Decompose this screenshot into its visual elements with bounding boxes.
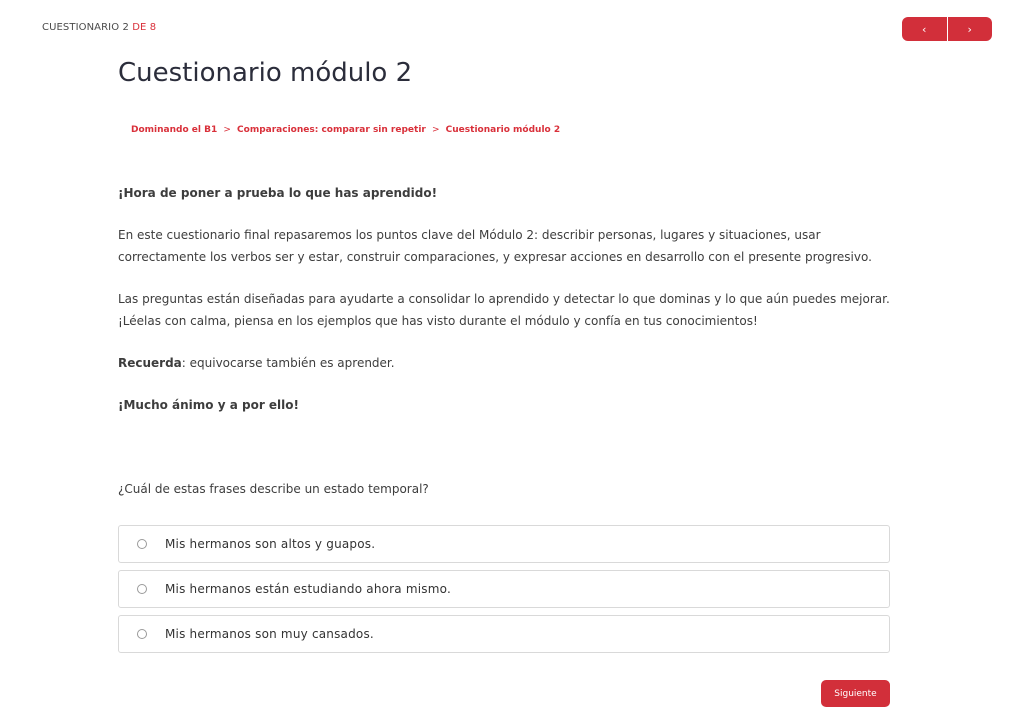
previous-button[interactable] xyxy=(902,17,947,41)
quiz-description xyxy=(118,182,898,436)
answer-option-label: Mis hermanos son altos y guapos. xyxy=(165,537,376,551)
breadcrumb-item-course[interactable]: Dominando el B1 xyxy=(131,125,218,135)
reminder-paragraph xyxy=(118,352,898,374)
quiz-nav-group xyxy=(902,17,992,41)
answer-option-2[interactable] xyxy=(118,570,890,608)
answer-options xyxy=(118,525,890,660)
radio-button-icon[interactable] xyxy=(137,584,147,594)
reminder-label: Recuerda xyxy=(118,356,182,370)
radio-button-icon[interactable] xyxy=(137,629,147,639)
breadcrumb xyxy=(131,125,560,135)
quiz-counter xyxy=(42,22,156,33)
closing-text: ¡Mucho ánimo y a por ello! xyxy=(118,398,300,412)
answer-option-1[interactable] xyxy=(118,525,890,563)
chevron-left-icon: ‹ xyxy=(922,22,927,36)
next-nav-button[interactable] xyxy=(947,17,993,41)
radio-button-icon[interactable] xyxy=(137,539,147,549)
breadcrumb-separator: > xyxy=(431,125,440,135)
question-text: ¿Cuál de estas frases describe un estado temporal? xyxy=(118,482,429,496)
reminder-text: : equivocarse también es aprender. xyxy=(181,356,395,370)
siguiente-button[interactable]: Siguiente xyxy=(821,680,890,707)
answer-option-label: Mis hermanos son muy cansados. xyxy=(165,627,374,641)
counter-label: CUESTIONARIO 2 xyxy=(42,22,129,33)
breadcrumb-item-current[interactable]: Cuestionario módulo 2 xyxy=(445,125,561,135)
breadcrumb-separator: > xyxy=(223,125,231,135)
answer-option-3[interactable] xyxy=(118,615,890,653)
description-paragraph-1: En este cuestionario final repasaremos los puntos clave del Módulo 2: describir personas, lugares y situaciones, usar correctamente los verbos ser y estar, construir comparaciones, y expresar acciones en desarrollo con el presente progresivo. xyxy=(118,228,872,264)
description-paragraph-2: Las preguntas están diseñadas para ayudarte a consolidar lo aprendido y detectar lo que dominas y lo que aún puedes mejorar. ¡Léelas con calma, piensa en los ejemplos que has visto durante el módulo y confía en tus conocimientos! xyxy=(118,292,890,328)
chevron-right-icon: › xyxy=(967,22,972,36)
answer-option-label: Mis hermanos están estudiando ahora mismo. xyxy=(165,582,451,596)
page-title: Cuestionario módulo 2 xyxy=(118,58,413,88)
counter-total: DE 8 xyxy=(132,22,157,33)
breadcrumb-item-lesson[interactable]: Comparaciones: comparar sin repetir xyxy=(237,125,426,135)
intro-heading: ¡Hora de poner a prueba lo que has aprendido! xyxy=(118,186,438,200)
